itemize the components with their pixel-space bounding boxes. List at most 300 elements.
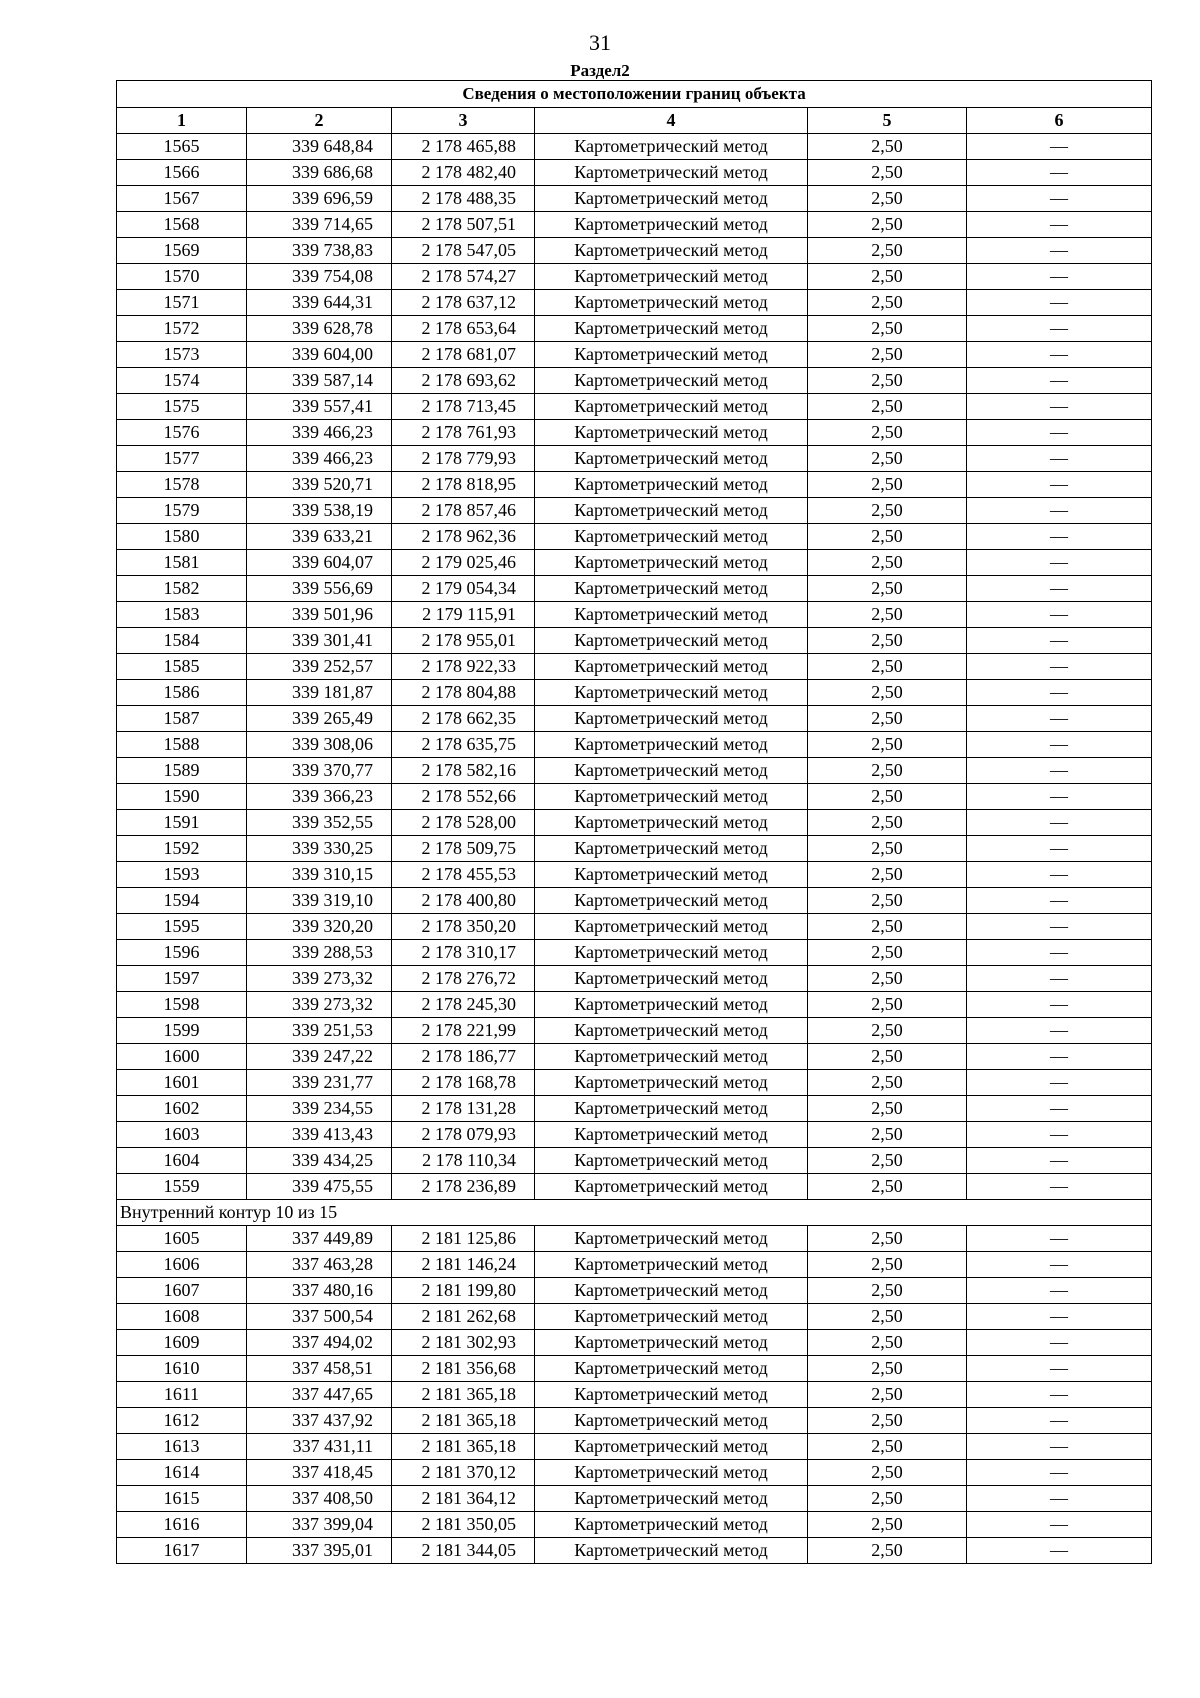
method-cell: Картометрический метод (535, 966, 808, 992)
method-cell: Картометрический метод (535, 732, 808, 758)
point-number-cell: 1603 (117, 1122, 247, 1148)
table-row (117, 706, 1152, 732)
accuracy-cell: 2,50 (808, 1382, 967, 1408)
description-cell: — (967, 1460, 1152, 1486)
accuracy-cell: 2,50 (808, 654, 967, 680)
coordinate-y-cell: 2 178 350,20 (392, 914, 535, 940)
coordinate-x-cell: 339 628,78 (247, 316, 392, 342)
table-row (117, 784, 1152, 810)
accuracy-cell: 2,50 (808, 524, 967, 550)
coordinate-x-cell: 337 399,04 (247, 1512, 392, 1538)
coordinate-y-cell: 2 181 370,12 (392, 1460, 535, 1486)
table-row (117, 992, 1152, 1018)
description-cell: — (967, 1538, 1152, 1564)
coordinate-y-cell: 2 181 365,18 (392, 1382, 535, 1408)
method-cell: Картометрический метод (535, 472, 808, 498)
coordinate-x-cell: 339 754,08 (247, 264, 392, 290)
description-cell: — (967, 1304, 1152, 1330)
coordinate-y-cell: 2 178 779,93 (392, 446, 535, 472)
table-row (117, 1356, 1152, 1382)
accuracy-cell: 2,50 (808, 1486, 967, 1512)
method-cell: Картометрический метод (535, 134, 808, 160)
accuracy-cell: 2,50 (808, 238, 967, 264)
point-number-cell: 1567 (117, 186, 247, 212)
point-number-cell: 1613 (117, 1434, 247, 1460)
accuracy-cell: 2,50 (808, 1278, 967, 1304)
point-number-cell: 1559 (117, 1174, 247, 1200)
coordinate-y-cell: 2 178 804,88 (392, 680, 535, 706)
column-header-2: 2 (247, 108, 392, 134)
coordinate-y-cell: 2 178 637,12 (392, 290, 535, 316)
method-cell: Картометрический метод (535, 550, 808, 576)
description-cell: — (967, 1174, 1152, 1200)
coordinate-x-cell: 337 395,01 (247, 1538, 392, 1564)
method-cell: Картометрический метод (535, 212, 808, 238)
point-number-cell: 1602 (117, 1096, 247, 1122)
coordinate-y-cell: 2 179 115,91 (392, 602, 535, 628)
table-row (117, 498, 1152, 524)
coordinate-y-cell: 2 178 955,01 (392, 628, 535, 654)
table-row (117, 1174, 1152, 1200)
description-cell: — (967, 1070, 1152, 1096)
coordinate-x-cell: 339 644,31 (247, 290, 392, 316)
point-number-cell: 1572 (117, 316, 247, 342)
table-row (117, 316, 1152, 342)
table-row (117, 1512, 1152, 1538)
point-number-cell: 1616 (117, 1512, 247, 1538)
table-row (117, 1278, 1152, 1304)
description-cell: — (967, 992, 1152, 1018)
coordinate-y-cell: 2 178 168,78 (392, 1070, 535, 1096)
description-cell: — (967, 238, 1152, 264)
table-row (117, 1330, 1152, 1356)
point-number-cell: 1582 (117, 576, 247, 602)
accuracy-cell: 2,50 (808, 758, 967, 784)
description-cell: — (967, 550, 1152, 576)
table-row (117, 524, 1152, 550)
method-cell: Картометрический метод (535, 1174, 808, 1200)
table-row (117, 1096, 1152, 1122)
accuracy-cell: 2,50 (808, 1408, 967, 1434)
method-cell: Картометрический метод (535, 1226, 808, 1252)
table-row (117, 1226, 1152, 1252)
description-cell: — (967, 914, 1152, 940)
table-row (117, 1382, 1152, 1408)
coordinate-x-cell: 339 475,55 (247, 1174, 392, 1200)
point-number-cell: 1614 (117, 1460, 247, 1486)
description-cell: — (967, 264, 1152, 290)
table-row (117, 368, 1152, 394)
table-row (117, 940, 1152, 966)
coordinate-x-cell: 339 604,00 (247, 342, 392, 368)
description-cell: — (967, 576, 1152, 602)
accuracy-cell: 2,50 (808, 1252, 967, 1278)
coordinate-y-cell: 2 178 922,33 (392, 654, 535, 680)
table-row (117, 680, 1152, 706)
table-row (117, 394, 1152, 420)
coordinate-x-cell: 339 310,15 (247, 862, 392, 888)
coordinate-x-cell: 339 308,06 (247, 732, 392, 758)
coordinate-y-cell: 2 178 186,77 (392, 1044, 535, 1070)
description-cell: — (967, 810, 1152, 836)
accuracy-cell: 2,50 (808, 264, 967, 290)
point-number-cell: 1592 (117, 836, 247, 862)
coordinate-y-cell: 2 178 400,80 (392, 888, 535, 914)
coordinate-y-cell: 2 178 310,17 (392, 940, 535, 966)
coordinate-x-cell: 339 273,32 (247, 992, 392, 1018)
description-cell: — (967, 290, 1152, 316)
point-number-cell: 1566 (117, 160, 247, 186)
description-cell: — (967, 732, 1152, 758)
coordinate-y-cell: 2 179 025,46 (392, 550, 535, 576)
accuracy-cell: 2,50 (808, 1356, 967, 1382)
point-number-cell: 1586 (117, 680, 247, 706)
coordinate-y-cell: 2 178 761,93 (392, 420, 535, 446)
coordinate-x-cell: 339 320,20 (247, 914, 392, 940)
method-cell: Картометрический метод (535, 992, 808, 1018)
coordinate-x-cell: 339 252,57 (247, 654, 392, 680)
point-number-cell: 1581 (117, 550, 247, 576)
coordinate-y-cell: 2 181 302,93 (392, 1330, 535, 1356)
method-cell: Картометрический метод (535, 498, 808, 524)
method-cell: Картометрический метод (535, 914, 808, 940)
table-caption-row (117, 81, 1152, 108)
point-number-cell: 1601 (117, 1070, 247, 1096)
accuracy-cell: 2,50 (808, 368, 967, 394)
accuracy-cell: 2,50 (808, 1304, 967, 1330)
accuracy-cell: 2,50 (808, 134, 967, 160)
coordinate-x-cell: 339 231,77 (247, 1070, 392, 1096)
table-row (117, 186, 1152, 212)
description-cell: — (967, 212, 1152, 238)
point-number-cell: 1607 (117, 1278, 247, 1304)
coordinate-y-cell: 2 178 488,35 (392, 186, 535, 212)
contour-label-row (117, 1200, 1152, 1226)
description-cell: — (967, 160, 1152, 186)
coordinate-x-cell: 337 418,45 (247, 1460, 392, 1486)
description-cell: — (967, 186, 1152, 212)
column-header-4: 4 (535, 108, 808, 134)
method-cell: Картометрический метод (535, 1486, 808, 1512)
method-cell: Картометрический метод (535, 1356, 808, 1382)
method-cell: Картометрический метод (535, 1382, 808, 1408)
accuracy-cell: 2,50 (808, 1096, 967, 1122)
coordinate-x-cell: 339 413,43 (247, 1122, 392, 1148)
boundary-coordinates-table (116, 80, 1152, 1564)
accuracy-cell: 2,50 (808, 992, 967, 1018)
coordinate-x-cell: 337 480,16 (247, 1278, 392, 1304)
description-cell: — (967, 1356, 1152, 1382)
description-cell: — (967, 1382, 1152, 1408)
description-cell: — (967, 758, 1152, 784)
page-number: 31 (589, 30, 611, 55)
coordinate-x-cell: 339 648,84 (247, 134, 392, 160)
section-title: Раздел2 (570, 61, 630, 80)
accuracy-cell: 2,50 (808, 576, 967, 602)
table-caption: Сведения о местоположении границ объекта (117, 81, 1152, 108)
table-row (117, 888, 1152, 914)
method-cell: Картометрический метод (535, 1070, 808, 1096)
point-number-cell: 1589 (117, 758, 247, 784)
accuracy-cell: 2,50 (808, 420, 967, 446)
description-cell: — (967, 1148, 1152, 1174)
coordinate-y-cell: 2 178 693,62 (392, 368, 535, 394)
point-number-cell: 1570 (117, 264, 247, 290)
table-row (117, 446, 1152, 472)
coordinate-x-cell: 337 463,28 (247, 1252, 392, 1278)
coordinate-y-cell: 2 178 236,89 (392, 1174, 535, 1200)
table-row (117, 862, 1152, 888)
accuracy-cell: 2,50 (808, 160, 967, 186)
method-cell: Картометрический метод (535, 1538, 808, 1564)
table-row (117, 1434, 1152, 1460)
accuracy-cell: 2,50 (808, 1070, 967, 1096)
method-cell: Картометрический метод (535, 758, 808, 784)
description-cell: — (967, 966, 1152, 992)
description-cell: — (967, 524, 1152, 550)
accuracy-cell: 2,50 (808, 680, 967, 706)
coordinate-x-cell: 339 466,23 (247, 446, 392, 472)
table-row (117, 1486, 1152, 1512)
point-number-cell: 1593 (117, 862, 247, 888)
coordinate-x-cell: 339 538,19 (247, 498, 392, 524)
method-cell: Картометрический метод (535, 602, 808, 628)
method-cell: Картометрический метод (535, 160, 808, 186)
description-cell: — (967, 1512, 1152, 1538)
point-number-cell: 1606 (117, 1252, 247, 1278)
coordinate-y-cell: 2 178 662,35 (392, 706, 535, 732)
point-number-cell: 1594 (117, 888, 247, 914)
description-cell: — (967, 1434, 1152, 1460)
coordinate-x-cell: 339 604,07 (247, 550, 392, 576)
method-cell: Картометрический метод (535, 290, 808, 316)
table-row (117, 914, 1152, 940)
point-number-cell: 1568 (117, 212, 247, 238)
accuracy-cell: 2,50 (808, 602, 967, 628)
table-row (117, 290, 1152, 316)
accuracy-cell: 2,50 (808, 862, 967, 888)
description-cell: — (967, 1408, 1152, 1434)
point-number-cell: 1575 (117, 394, 247, 420)
accuracy-cell: 2,50 (808, 836, 967, 862)
coordinate-x-cell: 339 714,65 (247, 212, 392, 238)
description-cell: — (967, 1044, 1152, 1070)
table-row (117, 1408, 1152, 1434)
method-cell: Картометрический метод (535, 862, 808, 888)
accuracy-cell: 2,50 (808, 316, 967, 342)
accuracy-cell: 2,50 (808, 1460, 967, 1486)
point-number-cell: 1599 (117, 1018, 247, 1044)
coordinate-y-cell: 2 178 221,99 (392, 1018, 535, 1044)
table-row (117, 342, 1152, 368)
method-cell: Картометрический метод (535, 1044, 808, 1070)
method-cell: Картометрический метод (535, 784, 808, 810)
table-row (117, 1460, 1152, 1486)
coordinate-y-cell: 2 178 507,51 (392, 212, 535, 238)
point-number-cell: 1617 (117, 1538, 247, 1564)
description-cell: — (967, 784, 1152, 810)
coordinate-y-cell: 2 181 262,68 (392, 1304, 535, 1330)
method-cell: Картометрический метод (535, 394, 808, 420)
accuracy-cell: 2,50 (808, 186, 967, 212)
point-number-cell: 1587 (117, 706, 247, 732)
coordinate-x-cell: 339 319,10 (247, 888, 392, 914)
description-cell: — (967, 394, 1152, 420)
accuracy-cell: 2,50 (808, 888, 967, 914)
accuracy-cell: 2,50 (808, 966, 967, 992)
coordinate-y-cell: 2 178 635,75 (392, 732, 535, 758)
coordinate-x-cell: 339 686,68 (247, 160, 392, 186)
method-cell: Картометрический метод (535, 810, 808, 836)
accuracy-cell: 2,50 (808, 1226, 967, 1252)
accuracy-cell: 2,50 (808, 1122, 967, 1148)
description-cell: — (967, 862, 1152, 888)
point-number-cell: 1595 (117, 914, 247, 940)
description-cell: — (967, 628, 1152, 654)
point-number-cell: 1577 (117, 446, 247, 472)
point-number-cell: 1583 (117, 602, 247, 628)
point-number-cell: 1569 (117, 238, 247, 264)
coordinate-x-cell: 339 370,77 (247, 758, 392, 784)
description-cell: — (967, 1018, 1152, 1044)
table-row (117, 212, 1152, 238)
coordinate-y-cell: 2 178 574,27 (392, 264, 535, 290)
coordinate-x-cell: 337 449,89 (247, 1226, 392, 1252)
point-number-cell: 1576 (117, 420, 247, 446)
method-cell: Картометрический метод (535, 628, 808, 654)
point-number-cell: 1579 (117, 498, 247, 524)
coordinate-y-cell: 2 181 356,68 (392, 1356, 535, 1382)
coordinate-x-cell: 339 556,69 (247, 576, 392, 602)
table-row (117, 1538, 1152, 1564)
accuracy-cell: 2,50 (808, 810, 967, 836)
coordinate-x-cell: 339 330,25 (247, 836, 392, 862)
point-number-cell: 1565 (117, 134, 247, 160)
accuracy-cell: 2,50 (808, 1434, 967, 1460)
coordinate-x-cell: 339 466,23 (247, 420, 392, 446)
accuracy-cell: 2,50 (808, 1148, 967, 1174)
description-cell: — (967, 706, 1152, 732)
table-row (117, 576, 1152, 602)
point-number-cell: 1609 (117, 1330, 247, 1356)
coordinate-y-cell: 2 178 509,75 (392, 836, 535, 862)
coordinate-y-cell: 2 178 455,53 (392, 862, 535, 888)
coordinate-y-cell: 2 178 245,30 (392, 992, 535, 1018)
point-number-cell: 1588 (117, 732, 247, 758)
method-cell: Картометрический метод (535, 342, 808, 368)
point-number-cell: 1573 (117, 342, 247, 368)
method-cell: Картометрический метод (535, 524, 808, 550)
table-row (117, 836, 1152, 862)
coordinate-y-cell: 2 178 079,93 (392, 1122, 535, 1148)
coordinate-x-cell: 337 458,51 (247, 1356, 392, 1382)
method-cell: Картометрический метод (535, 1278, 808, 1304)
coordinate-x-cell: 339 352,55 (247, 810, 392, 836)
description-cell: — (967, 654, 1152, 680)
method-cell: Картометрический метод (535, 1408, 808, 1434)
point-number-cell: 1615 (117, 1486, 247, 1512)
coordinate-y-cell: 2 181 344,05 (392, 1538, 535, 1564)
description-cell: — (967, 316, 1152, 342)
coordinate-y-cell: 2 178 482,40 (392, 160, 535, 186)
method-cell: Картометрический метод (535, 654, 808, 680)
coordinate-y-cell: 2 178 131,28 (392, 1096, 535, 1122)
description-cell: — (967, 446, 1152, 472)
point-number-cell: 1611 (117, 1382, 247, 1408)
table-row (117, 1018, 1152, 1044)
table-row (117, 628, 1152, 654)
coordinate-x-cell: 339 251,53 (247, 1018, 392, 1044)
coordinate-x-cell: 339 301,41 (247, 628, 392, 654)
table-row (117, 134, 1152, 160)
coordinate-y-cell: 2 178 713,45 (392, 394, 535, 420)
coordinate-y-cell: 2 178 552,66 (392, 784, 535, 810)
coordinate-x-cell: 339 587,14 (247, 368, 392, 394)
accuracy-cell: 2,50 (808, 212, 967, 238)
method-cell: Картометрический метод (535, 940, 808, 966)
method-cell: Картометрический метод (535, 1304, 808, 1330)
method-cell: Картометрический метод (535, 1460, 808, 1486)
point-number-cell: 1571 (117, 290, 247, 316)
coordinate-y-cell: 2 178 582,16 (392, 758, 535, 784)
table-row (117, 550, 1152, 576)
method-cell: Картометрический метод (535, 1096, 808, 1122)
accuracy-cell: 2,50 (808, 732, 967, 758)
point-number-cell: 1584 (117, 628, 247, 654)
table-row (117, 420, 1152, 446)
accuracy-cell: 2,50 (808, 940, 967, 966)
method-cell: Картометрический метод (535, 1122, 808, 1148)
coordinate-x-cell: 339 434,25 (247, 1148, 392, 1174)
table-row (117, 1122, 1152, 1148)
coordinate-y-cell: 2 181 350,05 (392, 1512, 535, 1538)
method-cell: Картометрический метод (535, 1252, 808, 1278)
table-row (117, 160, 1152, 186)
coordinate-x-cell: 339 557,41 (247, 394, 392, 420)
description-cell: — (967, 680, 1152, 706)
method-cell: Картометрический метод (535, 836, 808, 862)
coordinate-y-cell: 2 178 962,36 (392, 524, 535, 550)
table-row (117, 732, 1152, 758)
method-cell: Картометрический метод (535, 1330, 808, 1356)
method-cell: Картометрический метод (535, 368, 808, 394)
method-cell: Картометрический метод (535, 264, 808, 290)
description-cell: — (967, 940, 1152, 966)
coordinate-y-cell: 2 178 681,07 (392, 342, 535, 368)
column-header-5: 5 (808, 108, 967, 134)
coordinate-x-cell: 337 437,92 (247, 1408, 392, 1434)
table-row (117, 810, 1152, 836)
method-cell: Картометрический метод (535, 1434, 808, 1460)
coordinate-y-cell: 2 181 365,18 (392, 1408, 535, 1434)
accuracy-cell: 2,50 (808, 628, 967, 654)
coordinate-y-cell: 2 181 125,86 (392, 1226, 535, 1252)
method-cell: Картометрический метод (535, 446, 808, 472)
point-number-cell: 1585 (117, 654, 247, 680)
point-number-cell: 1574 (117, 368, 247, 394)
accuracy-cell: 2,50 (808, 394, 967, 420)
description-cell: — (967, 1252, 1152, 1278)
table-row (117, 1148, 1152, 1174)
description-cell: — (967, 368, 1152, 394)
table-row (117, 238, 1152, 264)
table-row (117, 1044, 1152, 1070)
coordinate-y-cell: 2 178 653,64 (392, 316, 535, 342)
accuracy-cell: 2,50 (808, 914, 967, 940)
table-row (117, 602, 1152, 628)
point-number-cell: 1591 (117, 810, 247, 836)
description-cell: — (967, 472, 1152, 498)
